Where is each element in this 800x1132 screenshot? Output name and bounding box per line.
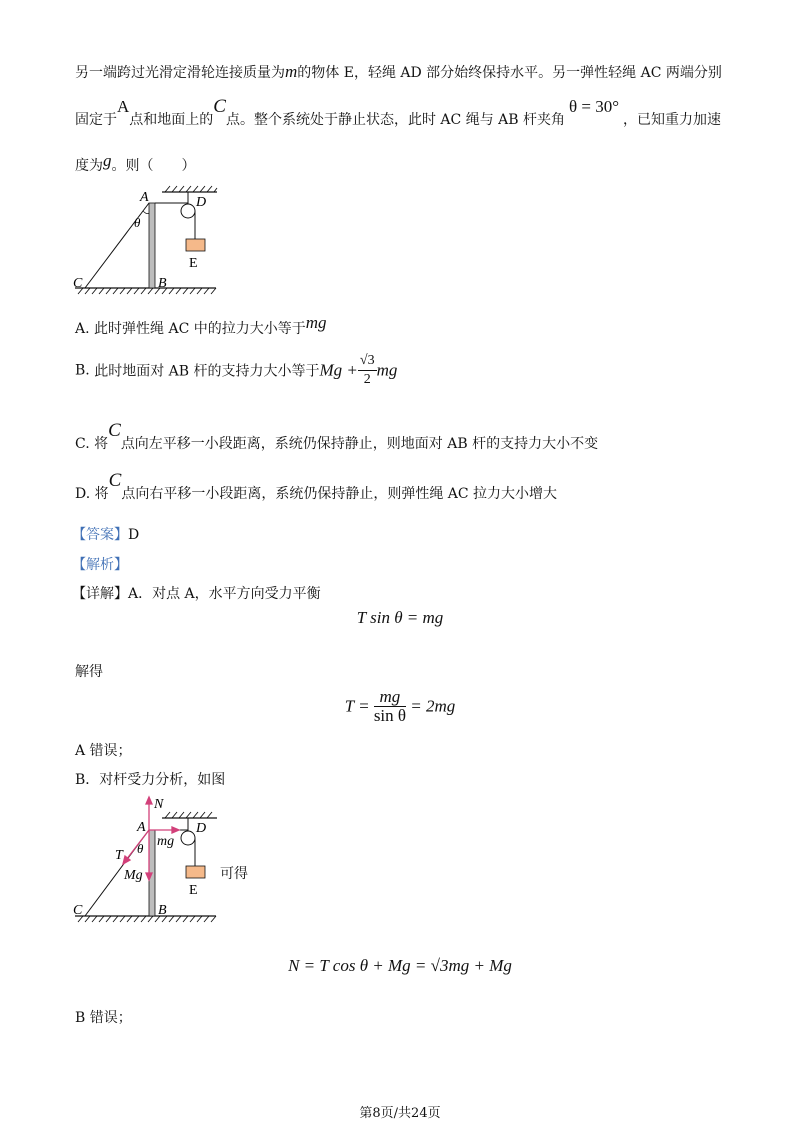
answer-value: D [128,527,140,543]
math-m: m [285,62,298,81]
ceiling [162,186,217,192]
label-theta: θ [134,215,141,230]
answer-tag: 【答案】 [72,527,128,543]
option-math: C [108,420,121,441]
option-label: B. [75,362,90,379]
label-n: N [154,797,164,812]
result-note: 可得 [220,866,248,882]
detail-text: A．对点 A，水平方向受力平衡 [128,586,321,602]
option-a [75,313,327,338]
numerator: √3 [358,352,377,371]
option-text: 此时地面对 AB 杆的支持力大小等于 [94,363,320,380]
option-label: C. [75,436,90,452]
fraction [358,352,377,389]
block-e [186,239,205,251]
equation-1: T sin θ = mg [356,608,444,627]
equation-3: N = T cos θ + Mg = √3mg + Mg [288,956,512,975]
label-t: T [115,848,123,863]
text: 度为 [75,158,103,174]
text: ，已知重力加速 [623,112,722,128]
math-theta: θ = 30° [569,97,620,116]
label-d: D [196,195,207,210]
answer [72,524,139,544]
b-intro: B．对杆受力分析，如图 [75,772,226,788]
fraction [374,688,406,725]
label-a: A [137,820,146,835]
option-b [75,352,397,389]
option-c [75,420,599,454]
ground [75,288,216,294]
option-math: mg [305,313,327,332]
a-wrong: A 错误； [75,743,132,759]
option-text: 点向右平移一小段距离，系统仍保持静止，则弹性绳 AC 拉力大小增大 [121,486,558,502]
eq-lhs: T = [344,696,370,716]
label-a: A [140,190,149,205]
math-g: g [103,151,112,170]
option-math: mg [376,360,398,380]
detail-tag: 【详解】 [72,586,128,602]
denominator: 2 [363,372,371,387]
b-wrong: B 错误； [75,1010,132,1026]
eq-rhs: = 2mg [410,696,456,716]
text: 。则（ ） [111,158,196,174]
numerator: mg [374,688,406,707]
option-math: C [108,470,122,491]
label-d: D [196,821,207,836]
option-d [75,470,558,504]
math-A: A [117,97,130,116]
text: 点和地面上的 [129,112,214,128]
page-footer: 第8页/共24页 [359,1106,441,1121]
text: 的物体 E，轻绳 AD 部分始终保持水平。另一弹性轻绳 AC 两端分别 [297,65,722,81]
label-theta: θ [137,841,144,856]
option-text: 将 [94,486,109,502]
option-math: Mg + [319,360,358,380]
text: 另一端跨过光滑定滑轮连接质量为 [75,65,285,81]
option-text: 将 [94,436,109,452]
label-b: B [158,903,167,918]
equation-2 [0,688,800,725]
rod-ab [149,203,155,288]
text: 点。整个系统处于静止状态，此时 AC 绳与 AB 杆夹角 [225,112,565,128]
denominator: sin θ [373,706,407,725]
option-label: A. [75,321,90,337]
pulley [181,204,195,218]
figure-2 [73,797,217,922]
solve-label: 解得 [75,664,103,680]
label-e: E [189,883,198,898]
math-C: C [213,96,226,117]
option-text: 此时弹性绳 AC 中的拉力大小等于 [94,321,306,337]
label-b: B [158,276,167,291]
option-label: D. [75,486,91,502]
label-e: E [189,256,198,271]
label-Mg: Mg [124,868,143,883]
analysis-tag: 【解析】 [72,557,128,573]
label-mg: mg [157,834,175,849]
label-c: C [73,903,83,918]
text: 固定于 [75,112,117,128]
label-c: C [73,276,83,291]
option-text: 点向左平移一小段距离，系统仍保持静止，则地面对 AB 杆的支持力大小不变 [120,436,599,452]
detail-line [72,583,321,603]
